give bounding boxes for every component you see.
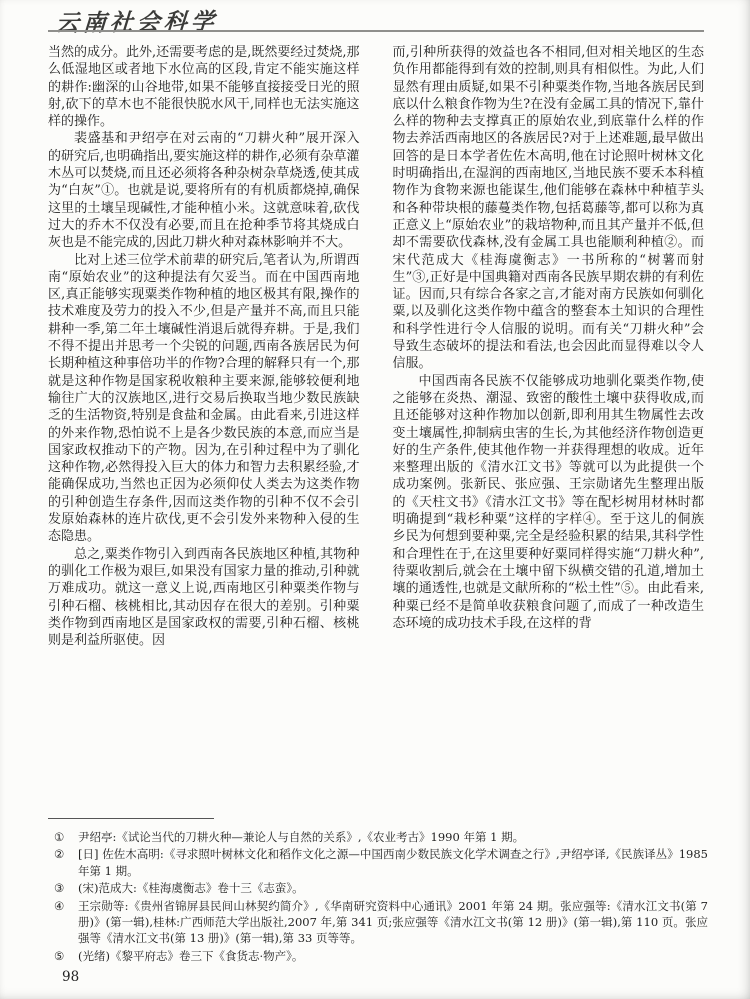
footnote-list — [48, 829, 708, 964]
footnote-marker: ④ — [54, 898, 65, 913]
footnote — [48, 880, 708, 896]
footnote-section — [48, 818, 708, 964]
footnote — [48, 948, 708, 964]
paragraph: 裴盛基和尹绍亭在对云南的“刀耕火种”展开深入的研究后,也明确指出,要实施这样的耕作,必须有杂草灌木丛可以焚烧,而且还必须将各种杂树杂草烧透,使其成为“白灰”①。也就是说,要将所有的有机质都烧掉,确保这里的土壤呈现碱性,才能种植小米。这就意味着,砍伐过大的乔木不仅没有必要,而且在抢种季节将其烧成白灰也是不能完成的,因此刀耕火种对森林影响并不大。 — [48, 131, 360, 251]
footnote-text: (宋)范成大:《桂海虞衡志》卷十三《志蛮》。 — [78, 881, 304, 896]
paragraph: 总之,粟类作物引入到西南各民族地区种植,其物种的驯化工作极为艰巨,如果没有国家力量的推动,引种就万难成功。就这一意义上说,西南地区引种粟类作物与引种石榴、核桃相比,其动因存在很大的差别。引种粟类作物到西南地区是国家政权的需要,引种石榴、核桃则是利益所驱使。因 — [48, 546, 360, 649]
left-column — [48, 44, 360, 816]
footnote — [48, 846, 708, 879]
right-column — [393, 44, 705, 816]
footnote-text: 王宗勋等:《贵州省锦屏县民间山林契约简介》,《华南研究资料中心通讯》2001 年第 24 期。张应强等:《清水江文书(第 7 册)》(第一辑),桂林:广西师范大学出版社,2007 年,第 341 页;张应强等《清水江文书(第 12 册)》(第一辑),第 110 页。张应强等《清水江文书(第 13 册)》(第一辑),第 33 页等等。 — [78, 898, 708, 946]
footnote-text: (光绪)《黎平府志》卷三下《食货志·物产》。 — [78, 948, 304, 963]
page-number: 98 — [62, 969, 80, 985]
footnote-marker: ③ — [54, 881, 65, 896]
footnote-divider — [48, 818, 214, 819]
paragraph: 中国西南各民族不仅能够成功地驯化粟类作物,使之能够在炎热、潮湿、致密的酸性土壤中获得收成,而且还能够对这种作物加以创新,即利用其生物属性去改变土壤属性,抑制病虫害的生长,为其他经济作物创造更好的生产条件,使其他作物一并获得理想的收成。近年来整理出版的《清水江文书》等就可以为此提供一个成功案例。张新民、张应强、王宗勋诸先生整理出版的《天柱文书》《清水江文书》等在配杉树用材林时都明确提到“栽杉种粟”这样的字样④。至于这儿的侗族乡民为何想到要种粟,完全是经验积累的结果,其科学性和合理性在于,在这里要种好粟同样得实施“刀耕火种”,待粟收割后,就会在土壤中留下纵横交错的孔道,增加土壤的通透性,也就是文献所称的“松土性”⑤。由此看来,种粟已经不是简单收获粮食问题了,而成了一种改造生态环境的成功技术手段,在这样的背 — [392, 373, 704, 631]
article-body — [48, 44, 704, 816]
paragraph: 而,引种所获得的效益也各不相同,但对相关地区的生态负作用都能得到有效的控制,则具有相似性。为此,人们显然有理由质疑,如果不引种粟类作物,当地各族居民到底以什么粮食作物为生?在没有金属工具的情况下,靠什么样的物种去支撑真正的原始农业,到底靠什么样的作物去养活西南地区的各族居民?对于上述难题,最早做出回答的是日本学者佐佐木高明,他在讨论照叶树林文化时明确指出,在湿润的西南地区,当地民族不要禾本科植物作为食物来源也能谋生,他们能够在森林中种植芋头和各种带块根的藤蔓类作物,包括葛藤等,都可以称为真正意义上“原始农业”的栽培物种,而且其产量并不低,但却不需要砍伐森林,没有金属工具也能顺利种植②。而宋代范成大《桂海虞衡志》一书所称的“树薯而射生”③,正好是中国典籍对西南各民族早期农耕的有利佐证。因而,只有综合各家之言,才能对南方民族如何驯化粟,以及驯化这类作物中蕴含的整套本土知识的合理性和科学性进行令人信服的说明。而有关“刀耕火种”会导致生态破坏的提法和看法,也会因此而显得难以令人信服。 — [392, 45, 704, 372]
footnote-text: 尹绍亭:《试论当代的刀耕火种—兼论人与自然的关系》,《农业考古》1990 年第 1 期。 — [78, 830, 525, 844]
masthead-divider — [48, 30, 704, 32]
footnote-marker: ② — [54, 847, 65, 862]
paragraph: 比对上述三位学术前辈的研究后,笔者认为,所谓西南“原始农业”的这种提法有欠妥当。而在中国西南地区,真正能够实现粟类作物种植的地区极其有限,操作的技术难度及劳力的投入不少,但是产量并不高,而且只能耕种一季,第二年土壤碱性消退后就得弃耕。于是,我们不得不提出并思考一个尖锐的问题,西南各族居民为何长期种植这种事倍功半的作物?合理的解释只有一个,那就是这种作物是国家税收粮种主要来源,能够较便利地输往广大的汉族地区,进行交易后换取当地少数民族缺乏的生活物资,特别是食盐和金属。由此看来,引进这样的外来作物,恐怕说不上是各少数民族的本意,而应当是国家政权推动下的产物。因为,在引种过程中为了驯化这种作物,必然得投入巨大的体力和智力去积累经验,才能确保成功,当然也正因为必须仰仗人类去为这类作物的引种创造生存条件,因而这类作物的引种不仅不会引发原始森林的连片砍伐,更不会引发外来物种入侵的生态隐患。 — [48, 252, 360, 545]
paragraph: 当然的成分。此外,还需要考虑的是,既然要经过焚烧,那么低湿地区或者地下水位高的区段,肯定不能实施这样的耕作:幽深的山谷地带,如果不能够直接接受日光的照射,砍下的草木也不能很快脱水风干,同样也无法实施这样的操作。 — [48, 45, 360, 130]
footnote-text: [日] 佐佐木高明:《寻求照叶树林文化和稻作文化之源—中国西南少数民族文化学术调查之行》,尹绍亭译,《民族译丛》1985 年第 1 期。 — [78, 847, 708, 878]
journal-masthead: 云南社会科学 — [55, 8, 219, 37]
footnote — [48, 829, 708, 845]
footnote — [48, 898, 708, 947]
footnote-marker: ① — [54, 830, 65, 844]
footnote-marker: ⑤ — [54, 948, 65, 963]
